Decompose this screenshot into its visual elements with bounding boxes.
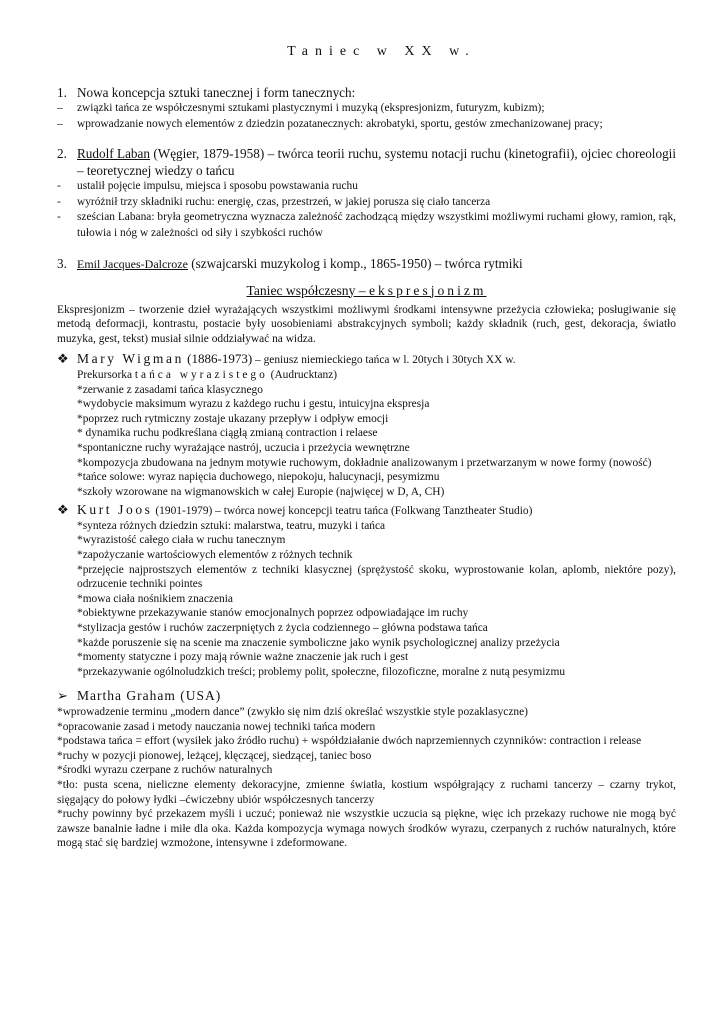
joos-items — [77, 519, 676, 680]
list-item: *ruchy w pozycji pionowej, leżącej, klęczącej, siedzącej, taniec boso — [57, 749, 372, 762]
list-item: *mowa ciała nośnikiem znaczenia — [77, 592, 233, 605]
list-item: *środki wyrazu czerpane z ruchów naturalnych — [57, 764, 273, 777]
list-item: *spontaniczne ruchy wyrażające nastrój, uczucia i przeżycia wewnętrzne — [77, 441, 410, 454]
person-name-laban: Rudolf Laban — [77, 146, 150, 162]
person-name-wigman: Mary Wigman — [77, 351, 184, 367]
list-item: *wprowadzenie terminu „modern dance” (zwykło się nim dziś określać wszystkie style pozaklasyczne) — [57, 706, 528, 718]
arrow-bullet-icon: ➢ — [57, 688, 68, 704]
list-item: *tło: pusta scena, nieliczne elementy dekoracyjne, zmienne światła, kostium współgrający z ruchami tancerzy – czarny trykot, sięgający do połowy łydki –ćwiczebny ubiór współczesnych tancerzy — [57, 778, 676, 806]
list-item: - sześcian Labana: bryła geometryczna wyznacza zależność zachodzącą między wszystkimi możliwymi ruchami głowy, ramion, rąk, tułowia i nóg w zależności od siły i szybkości ruchów — [57, 211, 676, 239]
section-3: 3. Emil Jacques-Dalcroze (szwajcarski muzykolog i komp., 1865-1950) – twórca rytmiki — [57, 255, 523, 271]
section-1 — [57, 84, 676, 132]
list-item: *zerwanie z zasadami tańca klasycznego — [77, 383, 263, 396]
joos-block: ❖ Kurt Joos (1901-1979) – twórca nowej koncepcji teatru tańca (Folkwang Tanztheater Studio) *synteza różnych dziedzin sztuki: malarstwa, teatru, muzyki i tańca *wyrazistość całego ciała w ruchu tanecznym *zapożyczanie wartościowych elementów z różnych technik *przejęcie najprostszych elementów z techniki klasycznej (sprężystość skoku, wyprostowanie kolan, aplomb, niektóre pozy), odrzucenie techniki pointes *mowa ciała nośnikiem znaczenia *obiektywne przekazywanie stanów emocjonalnych poprzez odpowiadające im ruchy *stylizacja gestów i ruchów zaczerpniętych z życia codziennego – główna podstawa tańca *każde poruszenie się na scenie ma znaczenie symboliczne jako wynik psychologicznej analizy przeżycia *momenty statyczne i pozy mają równie ważne znaczenie jak ruch i gest *przekazywanie ogólnoludzkich treści; problemy polit, społeczne, filozoficzne, moralne z nutą pesymizmu — [57, 502, 676, 678]
list-item: *poprzez ruch rytmiczny zostaje ukazany przepływ i odpływ emocji — [77, 412, 389, 425]
list-item: *opracowanie zasad i metody nauczania nowej techniki tańca modern — [57, 720, 376, 733]
person-name-dalcroze: Emil Jacques-Dalcroze — [77, 256, 188, 271]
graham-items — [57, 705, 676, 851]
section-1-list — [57, 101, 676, 132]
list-item: *obiektywne przekazywanie stanów emocjonalnych poprzez odpowiadające im ruchy — [77, 607, 469, 620]
list-item: *przejęcie najprostszych elementów z techniki klasycznej (sprężystość skoku, wyprostowanie kolan, aplomb, niektóre pozy), odrzucenie techniki pointes — [77, 563, 676, 591]
list-item: - ustalił pojęcie impulsu, miejsca i sposobu powstawania ruchu — [57, 180, 358, 193]
list-item: *każde poruszenie się na scenie ma znaczenie symboliczne jako wynik psychologicznej analizy przeżycia — [77, 636, 560, 649]
wigman-block: ❖ Mary Wigman (1886-1973) – geniusz niemieckiego tańca w l. 20tych i 30tych XX w. Prekursorka tańca wyrazistego (Audrucktanz) *zerwanie z zasadami tańca klasycznego *wydobycie maksimum wyrazu z każdego ruchu i gestu, intuicyjna ekspresja *poprzez ruch rytmiczny zostaje ukazany przepływ i odpływ emocji * dynamika ruchu podkreślana ciągłą zmianą contraction i relaese *spontaniczne ruchy wyrażające nastrój, uczucia i przeżycia wewnętrzne *kompozycja zbudowana na jednym motywie ruchowym, dokładnie analizowanym i przetwarzanym w nowe formy (nowość) *tańce solowe: wyraz napięcia duchowego, niepokoju, halucynacji, pesymizmu *szkoły wzorowane na wigmanowskich w całej Europie (najwięcej w D, A, CH) — [57, 352, 676, 499]
list-item: *wyrazistość całego ciała w ruchu tanecznym — [77, 534, 286, 547]
wigman-subtitle: Prekursorka tańca wyrazistego (Audrucktanz) — [77, 368, 338, 381]
list-item: *synteza różnych dziedzin sztuki: malarstwa, teatru, muzyki i tańca — [77, 519, 386, 532]
person-name-graham: Martha Graham (USA) — [77, 688, 222, 704]
list-item: *szkoły wzorowane na wigmanowskich w całej Europie (najwięcej w D, A, CH) — [77, 485, 445, 498]
list-item: *momenty statyczne i pozy mają równie ważne znaczenie jak ruch i gest — [77, 651, 409, 664]
section-number: 2. — [57, 146, 67, 162]
section-number: 3. — [57, 255, 67, 271]
list-item: *przekazywanie ogólnoludzkich treści; problemy polit, społeczne, filozoficzne, moralne z nutą pesymizmu — [77, 665, 566, 678]
diamond-bullet-icon: ❖ — [57, 502, 69, 518]
section-heading: Nowa koncepcja sztuki tanecznej i form tanecznych: — [77, 85, 356, 100]
list-item: *stylizacja gestów i ruchów zaczerpniętych z życia codziennego – główna podstawa tańca — [77, 622, 488, 635]
graham-block — [57, 689, 676, 851]
section-number: 1. — [57, 85, 67, 100]
list-item: *wydobycie maksimum wyrazu z każdego ruchu i gestu, intuicyjna ekspresja — [77, 398, 430, 411]
list-item: * dynamika ruchu podkreślana ciągłą zmianą contraction i relaese — [77, 427, 378, 440]
wigman-items — [77, 383, 676, 500]
page-title: Taniec w XX w. — [287, 44, 476, 59]
diamond-bullet-icon: ❖ — [57, 351, 69, 367]
subheading: Taniec współczesny – ekspresjonizm — [246, 282, 487, 298]
list-item: – związki tańca ze współczesnymi sztukami plastycznymi i muzyką (ekspresjonizm, futuryzm, kubizm); — [57, 102, 545, 114]
list-item: *ruchy powinny być przekazem myśli i uczuć; ponieważ nie wszystkie uczucia są piękne, więc ich przekazy ruchowe nie mogą być zawsze banalnie ładne i miłe dla oka. Każda kompozycja wymaga nowych środków wyrazu, czerpanych z ruchów naturalnych, które mogą stać się bardziej wzmożone, intensywne i zdeformowane. — [57, 808, 676, 850]
list-item: *tańce solowe: wyraz napięcia duchowego, niepokoju, halucynacji, pesymizmu — [77, 471, 440, 484]
intro-paragraph: Ekspresjonizm – tworzenie dzieł wyrażających wszystkimi możliwymi środkami intensywne przeżycia człowieka; posługiwanie się metodą deformacji, kontrastu, postacie były uosobieniami abstrakcyjnych symboli; każdy składnik (ruch, gest, dekoracja, światło muzyka, gest, tekst) musiał silnie oddziaływać na widza. — [57, 303, 676, 345]
person-name-joos: Kurt Joos — [77, 502, 153, 518]
list-item: *kompozycja zbudowana na jednym motywie ruchowym, dokładnie analizowanym i przetwarzanym w nowe formy (nowość) — [77, 456, 652, 469]
list-item: - wyróżnił trzy składniki ruchu: energię, czas, przestrzeń, w jakiej porusza się ciało tancerza — [57, 195, 491, 208]
list-item: *podstawa tańca = effort (wysiłek jako źródło ruchu) + współdziałanie dwóch naprzemiennych czynników: contraction i release — [57, 735, 642, 748]
list-item: – wprowadzanie nowych elementów z dziedzin pozatanecznych: akrobatyki, sportu, gestów zmechanizowanej pracy; — [57, 117, 603, 130]
list-item: *zapożyczanie wartościowych elementów z różnych technik — [77, 549, 353, 562]
section-2-list — [57, 179, 676, 241]
section-2: 2. Rudolf Laban (Węgier, 1879-1958) – twórca teorii ruchu, systemu notacji ruchu (kinetografii), ojciec choreologii – teoretycznej wiedzy o tańcu - ustalił pojęcie impulsu, miejsca i sposobu powstawania ruchu - wyróżnił trzy składniki ruchu: energię, czas, przestrzeń, w jakiej porusza się ciało tancerza - sześcian Labana: bryła geometryczna wyznacza zależność zachodzącą między wszystkimi możliwymi ruchami głowy, ramion, rąk, tułowia i nóg w zależności od siły i szybkości ruchów — [57, 145, 676, 241]
